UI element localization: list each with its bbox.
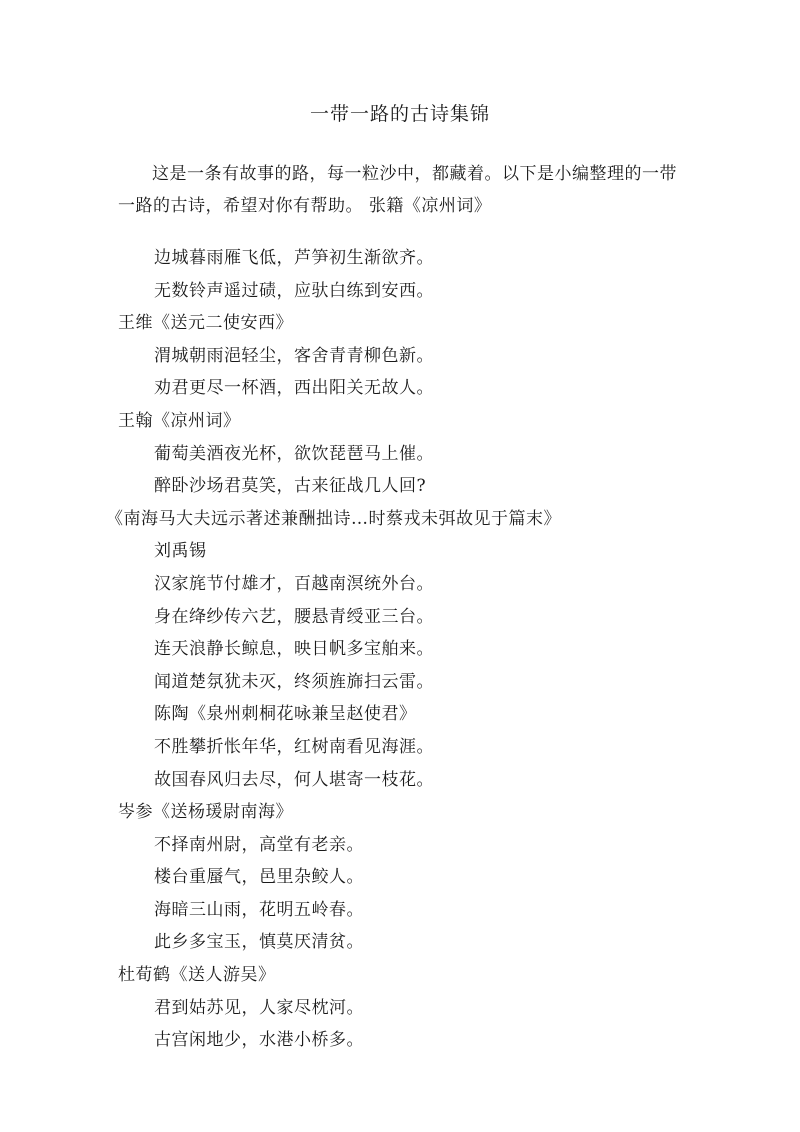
poem-line: 渭城朝雨浥轻尘，客舍青青柳色新。 (154, 345, 434, 366)
poem-line: 陈陶《泉州刺桐花咏兼呈赵使君》 (154, 704, 417, 725)
poem-heading: 王翰《凉州词》 (118, 410, 241, 431)
poem-line: 故国春风归去尽，何人堪寄一枝花。 (154, 769, 434, 790)
poem-line: 边城暮雨雁飞低，芦笋初生渐欲齐。 (154, 248, 434, 268)
poem-line: 此乡多宝玉，慎莫厌清贫。 (154, 932, 364, 953)
poem-line: 刘禹锡 (154, 541, 207, 562)
poem-heading: 《南海马大夫远示著述兼酬拙诗…时蔡戎未弭故见于篇末》 (106, 508, 561, 529)
poem-line: 楼台重蜃气，邑里杂鲛人。 (154, 867, 364, 888)
poem-line: 身在绛纱传六艺，腰悬青绶亚三台。 (154, 606, 434, 627)
poem-heading: 王维《送元二使安西》 (118, 313, 293, 334)
poem-line: 劝君更尽一杯酒，西出阳关无故人。 (154, 378, 434, 399)
poem-line: 不胜攀折怅年华，红树南看见海涯。 (154, 736, 434, 757)
poem-line: 闻道楚氛犹未灭，终须旌旆扫云雷。 (154, 671, 434, 692)
poem-heading: 岑参《送杨瑗尉南海》 (118, 802, 293, 823)
poem-line: 海暗三山雨，花明五岭春。 (154, 899, 364, 920)
poem-heading: 杜荀鹤《送人游吴》 (118, 965, 276, 986)
poem-line: 葡萄美酒夜光杯，欲饮琵琶马上催。 (154, 443, 434, 464)
poem-line: 醉卧沙场君莫笑，古来征战几人回? (154, 476, 427, 497)
intro-paragraph: 这是一条有故事的路，每一粒沙中，都藏着。以下是小编整理的一带一路的古诗，希望对你有帮助。 张籍《凉州词》 (118, 164, 677, 216)
poem-line: 古宫闲地少，水港小桥多。 (154, 1030, 364, 1051)
poem-line: 无数铃声遥过碛，应驮白练到安西。 (154, 280, 434, 301)
poem-line: 连天浪静长鲸息，映日帆多宝舶来。 (154, 639, 434, 660)
poem-line: 汉家旄节付雄才，百越南溟统外台。 (154, 573, 434, 594)
poem-line: 君到姑苏见，人家尽枕河。 (154, 997, 364, 1018)
poem-list (0, 242, 800, 1057)
poem-line: 不择南州尉，高堂有老亲。 (154, 834, 364, 855)
document-title: 一带一路的古诗集锦 (309, 103, 490, 125)
